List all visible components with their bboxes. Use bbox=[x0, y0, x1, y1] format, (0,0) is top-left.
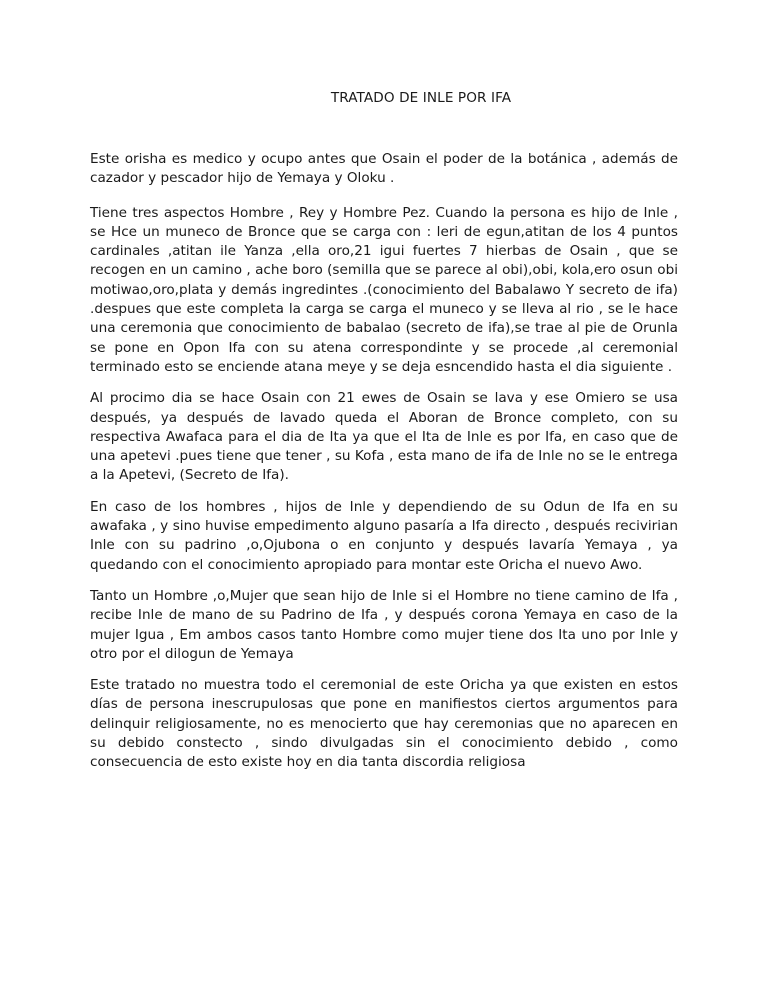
paragraph-2: Tiene tres aspectos Hombre , Rey y Hombre Pez. Cuando la persona es hijo de Inle , se Hce un muneco de Bronce que se carga con : leri de egun,atitan de los 4 puntos cardinales ,atitan ile Yanza ,ella oro,21 igui fuertes 7 hierbas de Osain , que se recogen en un camino , ache boro (semilla que se parece al obi),obi, kola,ero osun obi motiwao,oro,plata y demás ingredintes .(conocimiento del Babalawo Y secreto de ifa) .despues que este completa la carga se carga el muneco y se lleva al rio , se le hace una ceremonia que conocimiento de babalao (secreto de ifa),se trae al pie de Orunla se pone en Opon Ifa con su atena correspondinte y se procede ,al ceremonial terminado esto se enciende atana meye y se deja esncendido hasta el dia siguiente . bbox=[90, 204, 678, 375]
document-body bbox=[90, 150, 678, 785]
paragraph-5: Tanto un Hombre ,o,Mujer que sean hijo de Inle si el Hombre no tiene camino de Ifa , recibe Inle de mano de su Padrino de Ifa , y después corona Yemaya en caso de la mujer Igua , Em ambos casos tanto Hombre como mujer tiene dos Ita uno por Inle y otro por el dilogun de Yemaya bbox=[90, 587, 678, 662]
paragraph-3: Al procimo dia se hace Osain con 21 ewes de Osain se lava y ese Omiero se usa después, ya después de lavado queda el Aboran de Bronce completo, con su respectiva Awafaca para el dia de Ita ya que el Ita de Inle es por Ifa, en caso que de una apetevi .pues tiene que tener , su Kofa , esta mano de ifa de Inle no se le entrega a la Apetevi, (Secreto de Ifa). bbox=[90, 390, 678, 484]
paragraph-6: Este tratado no muestra todo el ceremonial de este Oricha ya que existen en estos días de persona inescrupulosas que pone en manifiestos ciertos argumentos para delinquir religiosamente, no es menocierto que hay ceremonias que no aparecen en su debido constecto , sindo divulgadas sin el conocimiento debido , como consecuencia de esto existe hoy en dia tanta discordia religiosa bbox=[90, 677, 678, 771]
paragraph-1: Este orisha es medico y ocupo antes que Osain el poder de la botánica , además de cazador y pescador hijo de Yemaya y Oloku . bbox=[90, 151, 678, 187]
paragraph-4: En caso de los hombres , hijos de Inle y dependiendo de su Odun de Ifa en su awafaka , y sino huvise empedimento alguno pasaría a Ifa directo , después recivirian Inle con su padrino ,o,Ojubona o en conjunto y después lavaría Yemaya , ya quedando con el conocimiento apropiado para montar este Oricha el nuevo Awo. bbox=[90, 498, 678, 573]
document-title: TRATADO DE INLE POR IFA bbox=[330, 90, 512, 106]
